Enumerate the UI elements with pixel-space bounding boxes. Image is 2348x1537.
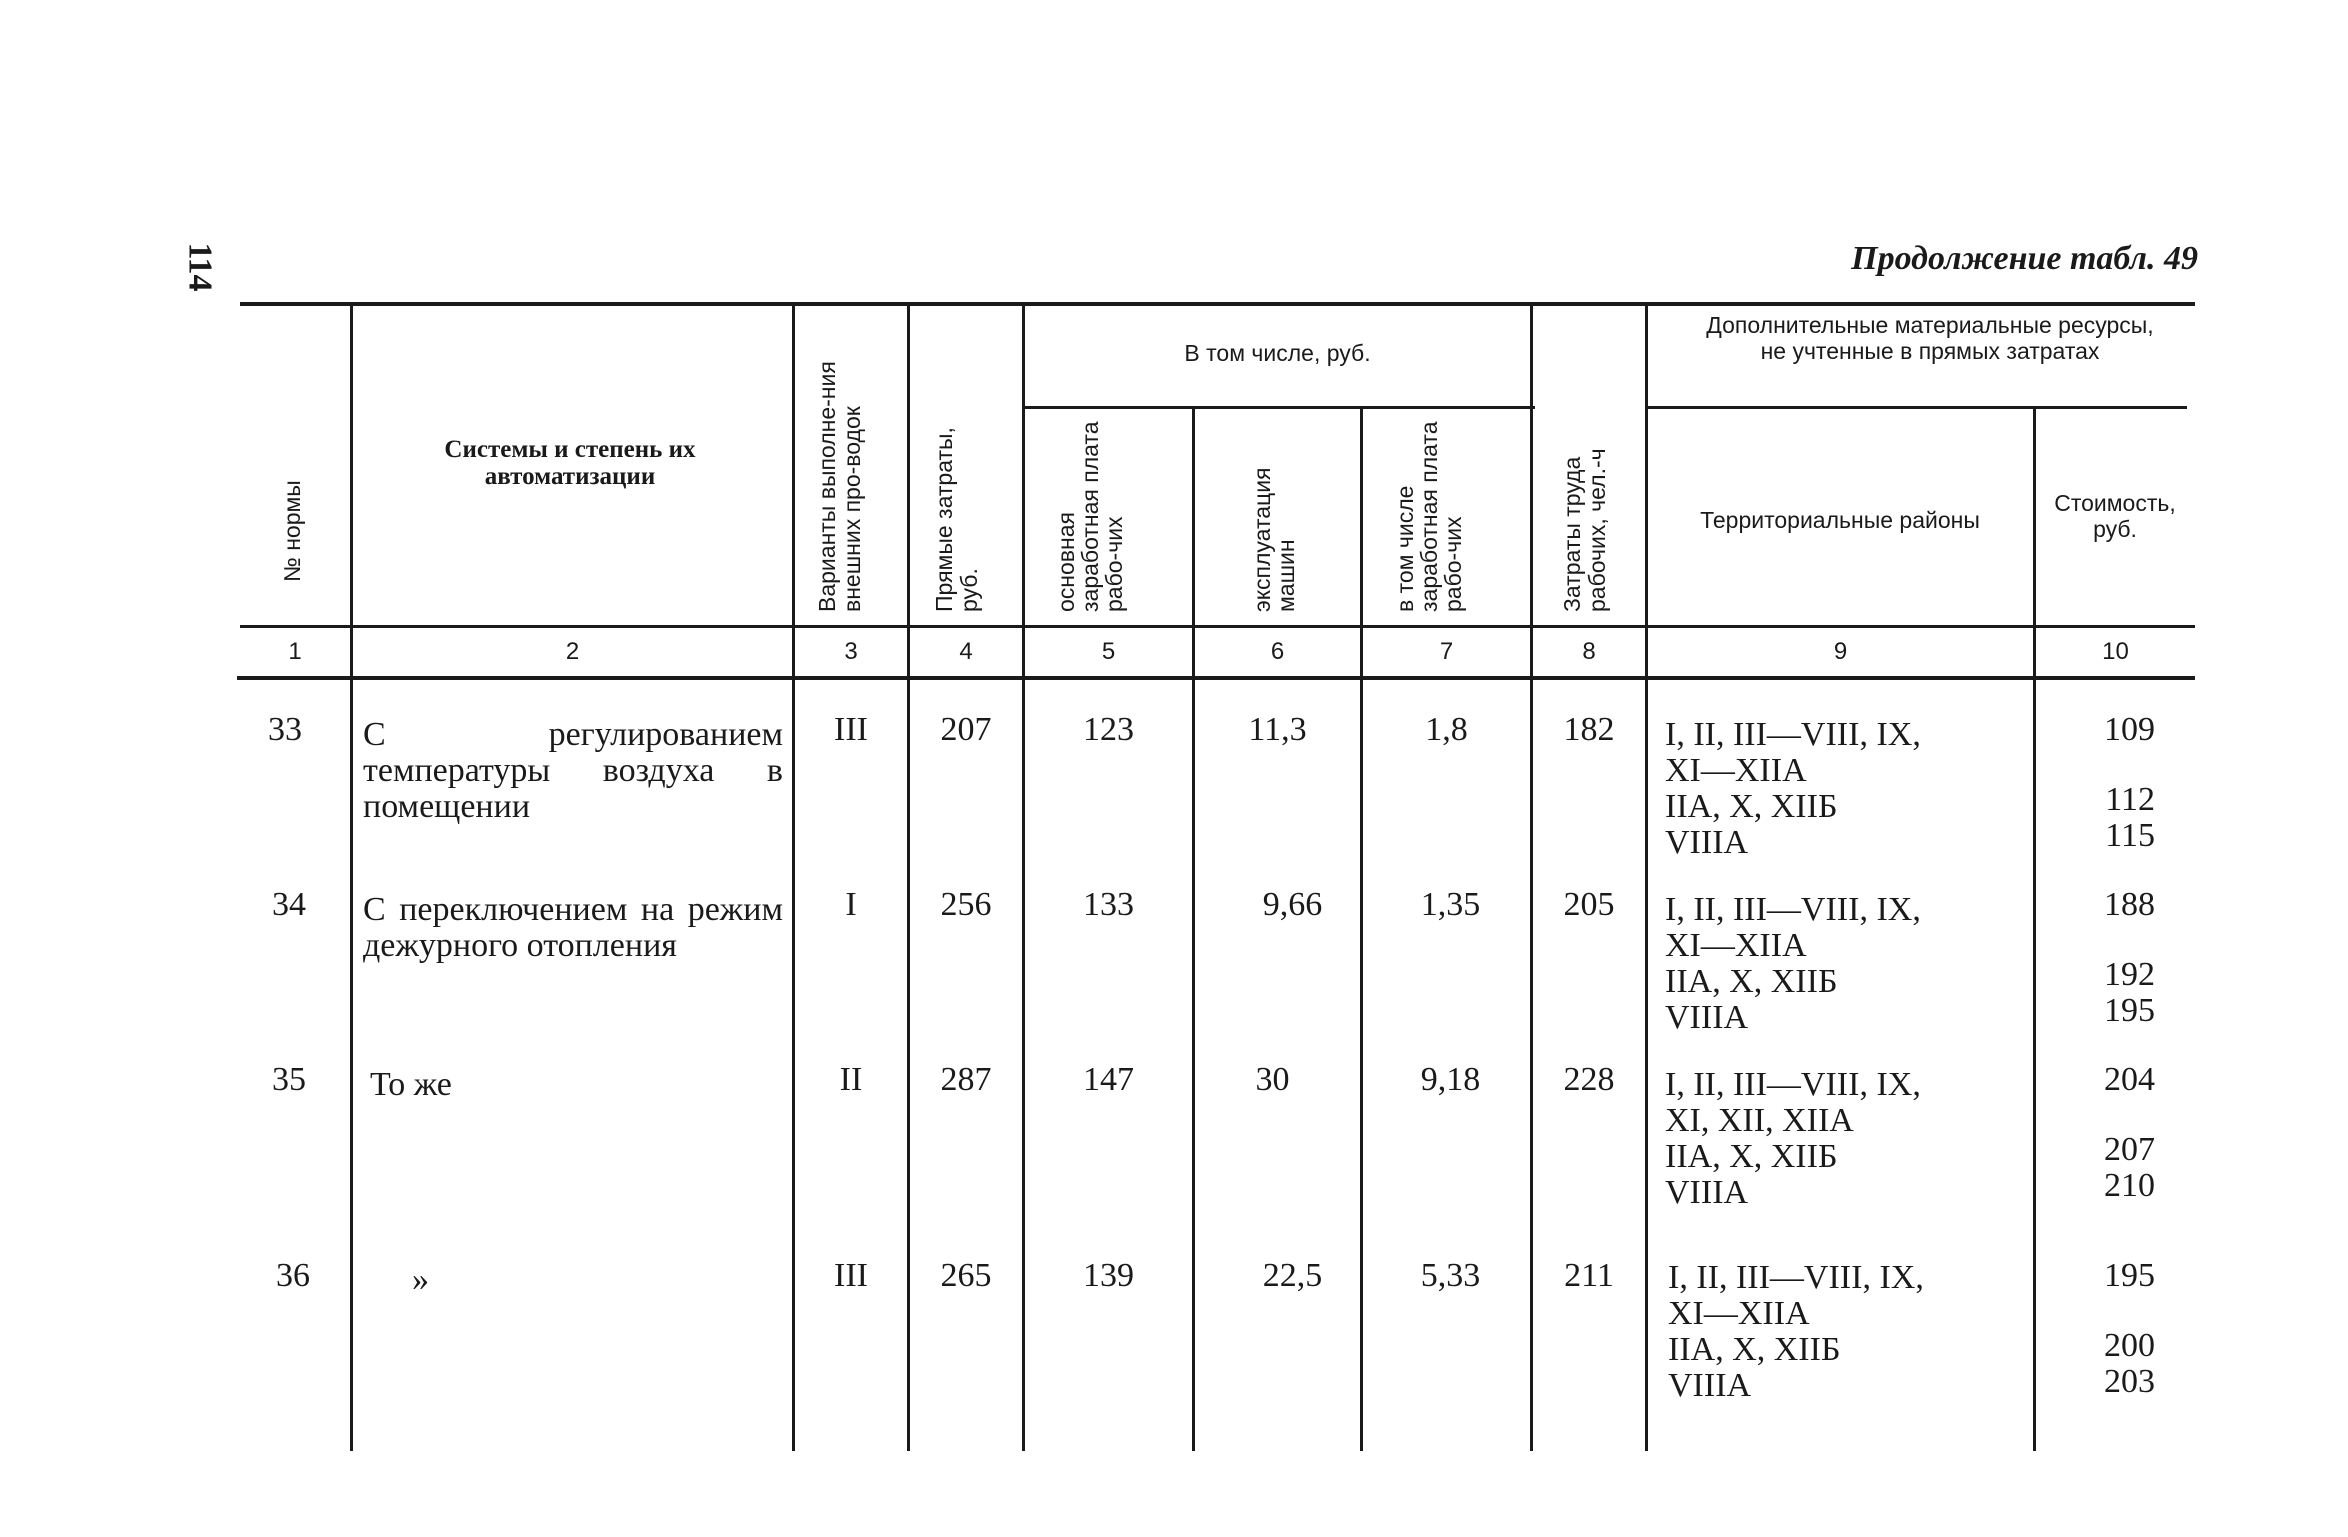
header-systems: Системы и степень их автоматизации — [444, 436, 696, 490]
header-machines-wage: в том числе заработная плата рабо-чих — [1392, 421, 1466, 612]
territory-list: I, II, III—VIII, IX, XI—XIIA IIA, X, XIIБ VIIIA — [1668, 1259, 1924, 1404]
machines-wage: 1,8 — [1425, 711, 1468, 748]
variant: III — [834, 711, 868, 748]
header-territories: Территориальные районы — [1700, 507, 1980, 533]
header-variants: Варианты выполне-ния внешних про-водок — [814, 361, 865, 612]
territory-list: I, II, III—VIII, IX, XI—XIIA IIA, X, XIIБ VIIIA — [1665, 716, 1921, 861]
machines-wage: 5,33 — [1420, 1257, 1481, 1294]
territory-list: I, II, III—VIII, IX, XI—XIIA IIA, X, XIIБ VIIIA — [1665, 891, 1921, 1036]
machines-cost: 22,5 — [1262, 1257, 1323, 1294]
norm-number: 33 — [268, 711, 302, 748]
machines-cost: 11,3 — [1248, 711, 1307, 748]
column-number: 7 — [1439, 638, 1454, 665]
norm-number: 36 — [276, 1257, 310, 1294]
norm-number: 34 — [272, 886, 306, 923]
column-numbers-rule — [237, 676, 2195, 680]
column-number: 2 — [565, 638, 580, 665]
header-bottom-rule — [240, 625, 2195, 628]
system-description: » — [412, 1261, 429, 1298]
labor-hours: 228 — [1563, 1061, 1615, 1098]
variant: III — [834, 1257, 868, 1294]
direct-costs: 287 — [940, 1061, 992, 1098]
labor-hours: 182 — [1563, 711, 1615, 748]
column-divider — [1360, 409, 1363, 1451]
header-direct-costs: Прямые затраты, руб. — [931, 427, 982, 612]
header-norm-number: № нормы — [279, 480, 305, 582]
cost-list: 204 207 210 — [2104, 1061, 2155, 1204]
column-number: 1 — [288, 638, 302, 665]
norm-number: 35 — [272, 1061, 306, 1098]
column-number: 8 — [1582, 638, 1596, 665]
system-description: С регулированием температуры воздуха в помещении — [363, 716, 783, 825]
direct-costs: 256 — [940, 886, 992, 923]
system-description: С переключением на режим дежурного отопления — [363, 891, 783, 964]
machines-cost: 30 — [1255, 1061, 1290, 1098]
labor-hours: 205 — [1563, 886, 1615, 923]
header-group-additional: Дополнительные материальные ресурсы, не учтенные в прямых затратах — [1706, 312, 2154, 364]
header-machines: эксплуатация машин — [1249, 467, 1299, 612]
page-number: 114 — [181, 242, 219, 292]
column-divider — [2033, 409, 2036, 1451]
machines-wage: 9,18 — [1420, 1061, 1481, 1098]
labor-hours: 211 — [1564, 1257, 1614, 1294]
header-cost: Стоимость, руб. — [2054, 490, 2176, 542]
variant: I — [845, 886, 857, 923]
column-number: 4 — [959, 638, 973, 665]
column-number: 6 — [1270, 638, 1285, 665]
machines-wage: 1,35 — [1420, 886, 1481, 923]
base-wage: 147 — [1083, 1061, 1134, 1098]
cost-list: 188 192 195 — [2104, 886, 2155, 1029]
column-divider — [350, 306, 353, 1451]
direct-costs: 207 — [940, 711, 992, 748]
table-continuation-title: Продолжение табл. 49 — [1851, 240, 2198, 277]
system-description: То же — [370, 1066, 452, 1103]
column-number: 10 — [2102, 638, 2129, 665]
column-divider — [1192, 409, 1195, 1451]
base-wage: 123 — [1083, 711, 1134, 748]
machines-cost: 9,66 — [1262, 886, 1323, 923]
base-wage: 133 — [1083, 886, 1134, 923]
cost-list: 109 112 115 — [2104, 711, 2155, 854]
column-number: 3 — [844, 638, 858, 665]
column-divider — [1645, 306, 1648, 1451]
column-number: 9 — [1833, 638, 1848, 665]
base-wage: 139 — [1083, 1257, 1134, 1294]
column-number: 5 — [1101, 638, 1116, 665]
header-base-wage: основная заработная плата рабо-чих — [1053, 421, 1127, 612]
header-labor: Затраты труда рабочих, чел.-ч — [1559, 448, 1610, 612]
group-rule-9-10 — [1645, 406, 2187, 409]
direct-costs: 265 — [940, 1257, 992, 1294]
table-top-rule — [240, 302, 2195, 306]
header-group-incl: В том числе, руб. — [1184, 340, 1371, 366]
cost-list: 195 200 203 — [2104, 1257, 2155, 1400]
territory-list: I, II, III—VIII, IX, XI, XII, XIIA IIA, X, XIIБ VIIIA — [1665, 1066, 1921, 1211]
variant: II — [839, 1061, 863, 1098]
